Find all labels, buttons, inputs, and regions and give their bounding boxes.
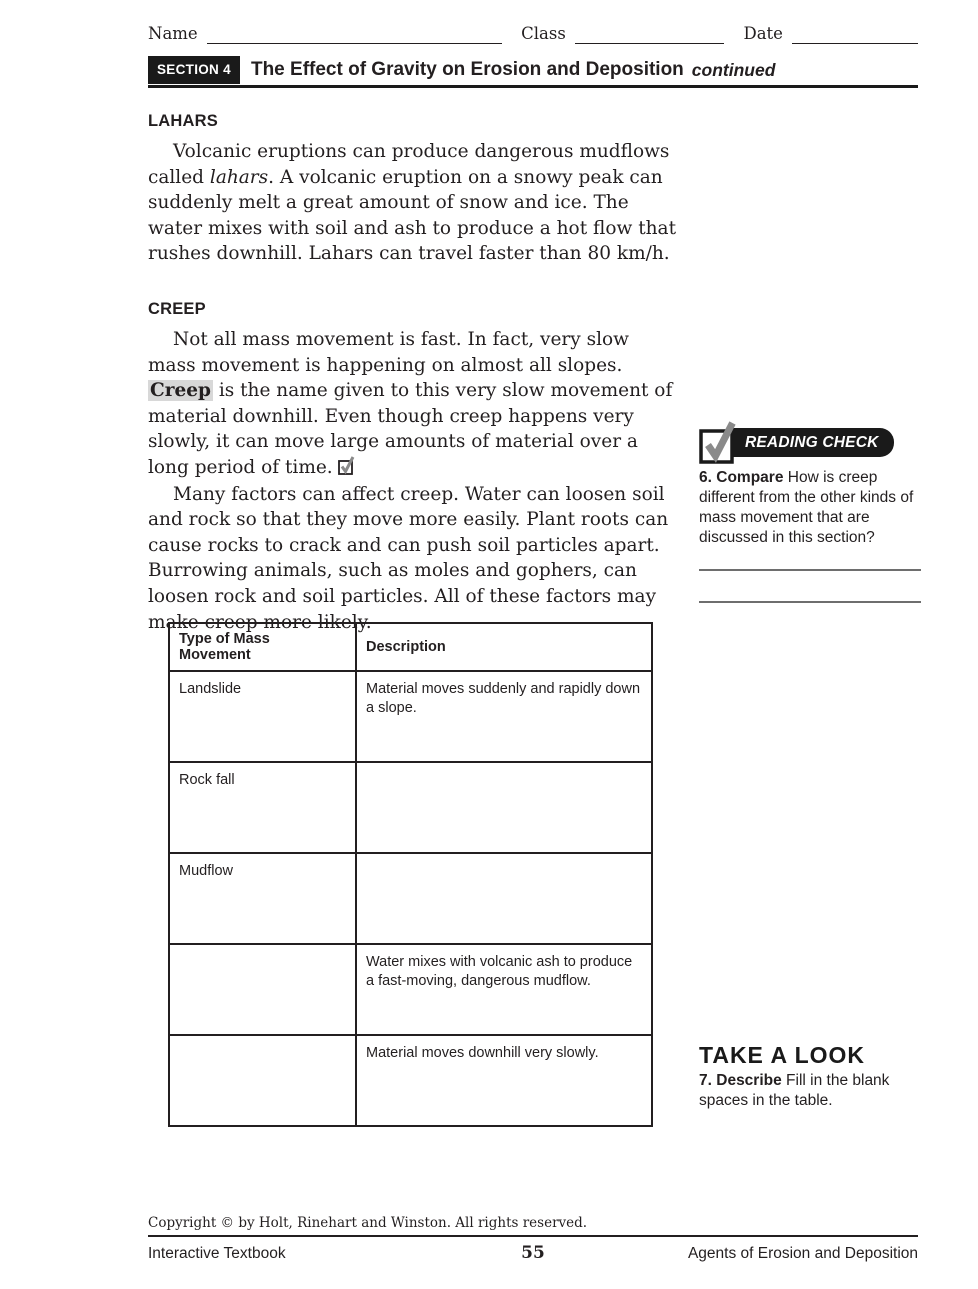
question-keyword: Compare — [716, 469, 784, 486]
cell-desc-mudflow-blank[interactable] — [356, 853, 652, 944]
reading-check-mark-icon — [337, 455, 355, 476]
lahars-text-2: . A volcanic eruption on a snowy peak can suddenly melt a great amount of snow and ice. The water mixes with soil and ash to produce a hot flow that rushes downhill. Lahars can travel faster than 80 km/h. — [148, 166, 677, 265]
take-a-look-heading: TAKE A LOOK — [699, 1042, 866, 1068]
table-row — [169, 944, 652, 1035]
instruction-number: 7. — [699, 1072, 712, 1089]
creep-text-1: Not all mass movement is fast. In fact, very slow mass movement is happening on almost all slopes. — [148, 328, 629, 376]
section-continued-label: continued — [691, 59, 776, 80]
creep-keyword: Creep — [150, 380, 211, 402]
page-number: 55 — [521, 1243, 545, 1263]
answer-line[interactable] — [699, 601, 921, 603]
cell-desc-creep: Material moves downhill very slowly. — [356, 1035, 652, 1126]
date-label: Date — [743, 24, 783, 43]
page-footer — [148, 1215, 918, 1263]
lahars-text-1: Volcanic eruptions can produce dangerous mudflows called — [148, 141, 670, 188]
class-label: Class — [521, 24, 566, 43]
cell-type-blank-lahar[interactable] — [169, 944, 356, 1035]
cell-type-mudflow: Mudflow — [169, 853, 356, 944]
question-number: 6. — [699, 469, 712, 486]
table-row — [169, 762, 652, 853]
take-a-look-instruction — [699, 1071, 921, 1111]
section-header — [148, 56, 918, 84]
footer-divider — [148, 1235, 918, 1237]
creep-paragraph-1 — [148, 327, 676, 481]
class-input-line[interactable] — [575, 30, 725, 44]
date-input-line[interactable] — [792, 30, 918, 44]
footer-book-title: Interactive Textbook — [148, 1245, 286, 1262]
reading-check-badge: READING CHECK — [717, 428, 894, 457]
mass-movement-table — [168, 622, 653, 1127]
creep-paragraph-2: Many factors can affect creep. Water can loosen soil and rock so that they move more easily. Plant roots can cause rocks to crack and can push soil particles apart. Burrowing animals, such as moles and gophers, can loosen rock and soil particles. All of these factors may make creep more likely. — [148, 483, 669, 633]
instruction-text: Fill in the blank spaces in the table. — [699, 1072, 890, 1109]
name-label: Name — [148, 24, 198, 43]
reading-check-badge-row — [699, 418, 921, 464]
lahars-paragraph — [148, 139, 676, 267]
table-row — [169, 853, 652, 944]
cell-desc-landslide: Material moves suddenly and rapidly down a slope. — [356, 671, 652, 762]
table-row — [169, 671, 652, 762]
section-gap — [148, 268, 676, 300]
cell-type-landslide: Landslide — [169, 671, 356, 762]
main-text-column — [148, 112, 676, 636]
take-a-look-sidebar — [699, 1042, 921, 1111]
creep-text-2: is the name given to this very slow movement of material downhill. Even though creep happens very slowly, it can move large amounts of material over a long period of time. — [148, 380, 673, 478]
table-row — [169, 1035, 652, 1126]
table-header-row — [169, 623, 652, 671]
answer-line[interactable] — [699, 569, 921, 571]
cell-desc-lahar: Water mixes with volcanic ash to produce a fast-moving, dangerous mudflow. — [356, 944, 652, 1035]
cell-desc-rockfall-blank[interactable] — [356, 762, 652, 853]
cell-type-rockfall: Rock fall — [169, 762, 356, 853]
reading-check-sidebar — [699, 418, 921, 603]
reading-check-question — [699, 468, 921, 548]
footer-chapter-title: Agents of Erosion and Deposition — [687, 1245, 919, 1262]
copyright-text: Copyright © by Holt, Rinehart and Winston. All rights reserved. — [148, 1215, 588, 1231]
question-text: How is creep different from the other kinds of mass movement that are discussed in this section? — [699, 469, 914, 546]
name-input-line[interactable] — [207, 30, 502, 44]
creep-heading: CREEP — [148, 299, 206, 318]
table-header-description: Description — [356, 623, 652, 671]
cell-type-blank-creep[interactable] — [169, 1035, 356, 1126]
lahars-term-italic: lahars — [209, 166, 269, 188]
header-divider — [148, 85, 918, 88]
instruction-keyword: Describe — [716, 1072, 782, 1089]
section-title: The Effect of Gravity on Erosion and Deposition — [250, 59, 684, 80]
name-class-date-row — [148, 24, 918, 44]
lahars-heading: LAHARS — [148, 112, 218, 130]
table-header-type: Type of Mass Movement — [169, 623, 356, 671]
footer-row — [148, 1243, 918, 1263]
section-badge: SECTION 4 — [148, 56, 240, 84]
checkbox-check-icon — [699, 418, 739, 464]
